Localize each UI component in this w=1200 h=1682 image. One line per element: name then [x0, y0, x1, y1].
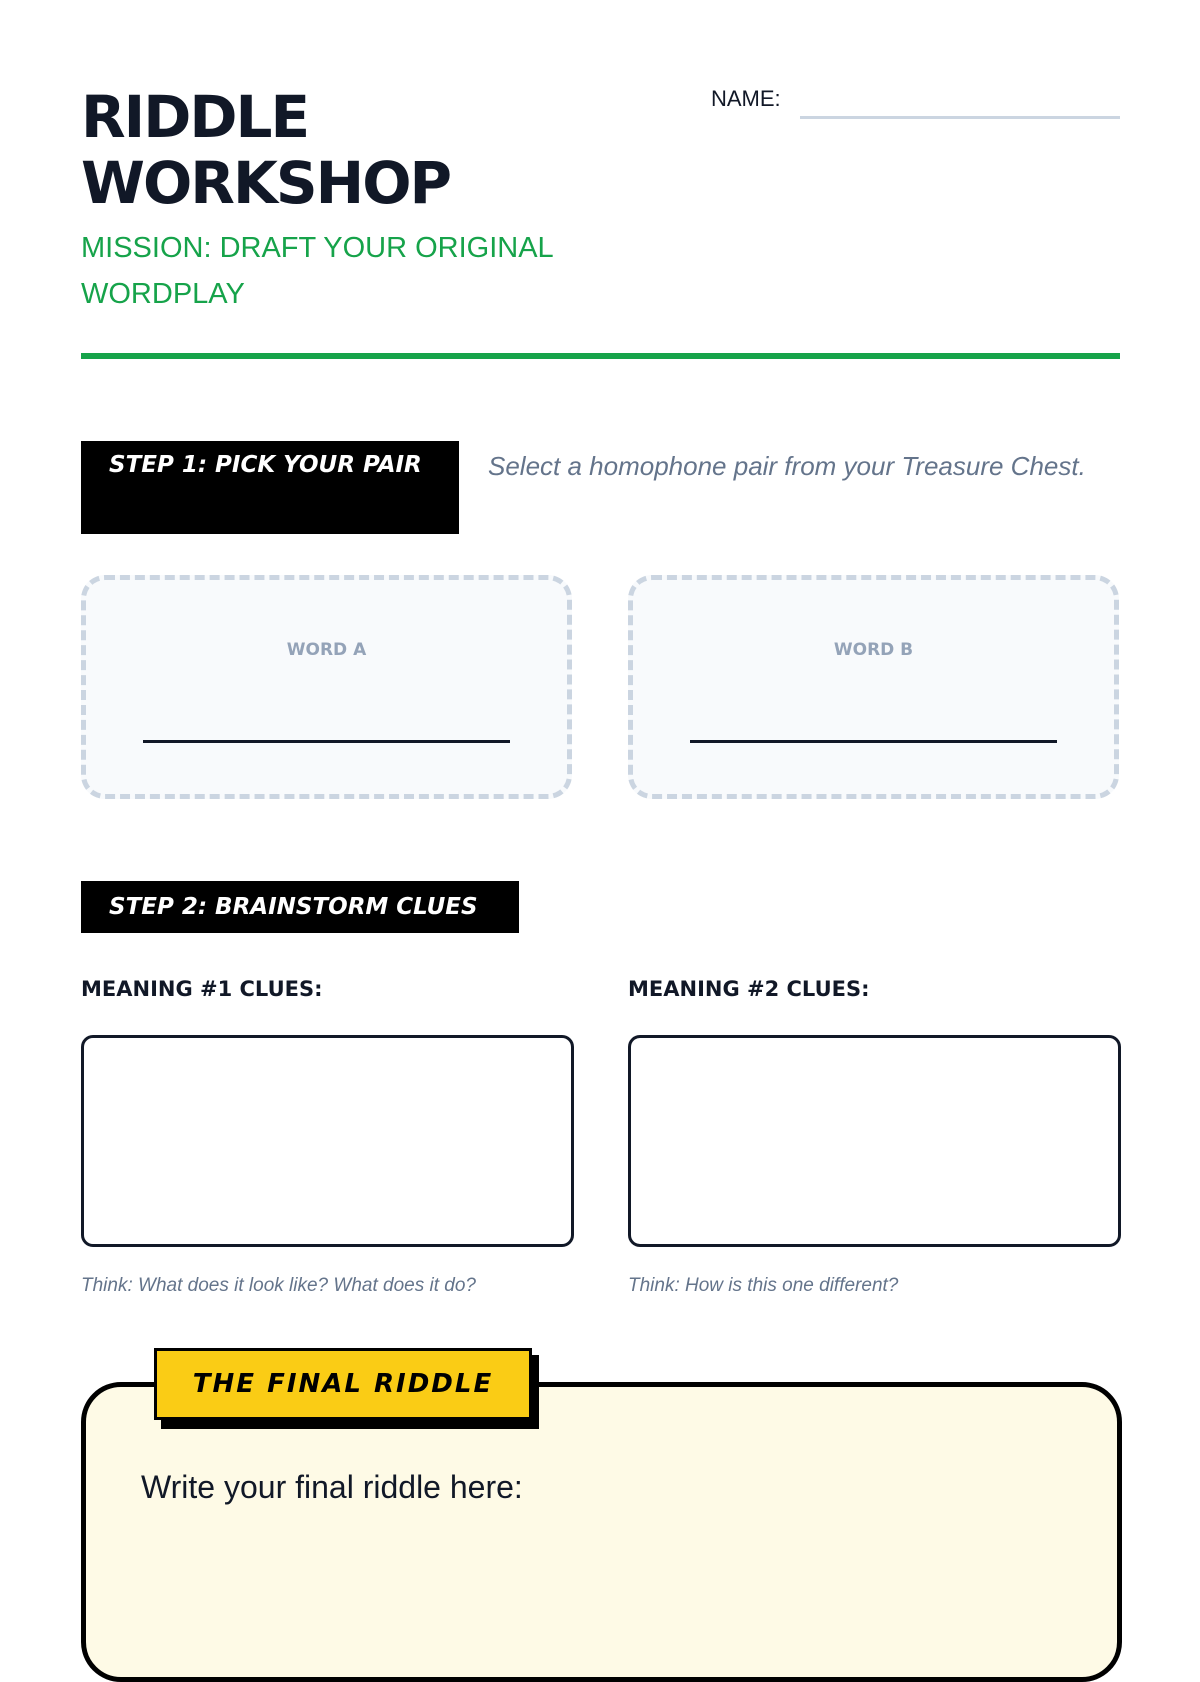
page-title	[81, 84, 641, 216]
meaning1-label: MEANING #1 CLUES:	[81, 977, 323, 1001]
step1-description: Select a homophone pair from your Treasure Chest.	[488, 451, 1086, 481]
meaning2-clue-box[interactable]	[628, 1035, 1121, 1247]
name-label: NAME:	[711, 86, 781, 111]
word-b-input-line[interactable]	[690, 740, 1057, 743]
title-line-2: WORKSHOP	[81, 149, 451, 217]
mission-subtitle: MISSION: DRAFT YOUR ORIGINAL WORDPLAY	[81, 232, 553, 310]
final-riddle-badge: THE FINAL RIDDLE	[154, 1348, 532, 1420]
name-input-line[interactable]	[800, 116, 1120, 119]
meaning2-label: MEANING #2 CLUES:	[628, 977, 870, 1001]
meaning2-hint: Think: How is this one different?	[628, 1275, 899, 1296]
word-a-input-line[interactable]	[143, 740, 510, 743]
word-a-label: WORD A	[286, 640, 367, 660]
meaning1-hint: Think: What does it look like? What does it do?	[81, 1275, 476, 1296]
header-divider	[81, 353, 1120, 359]
word-a-card	[81, 575, 572, 799]
meaning1-clue-box[interactable]	[81, 1035, 574, 1247]
word-b-card	[628, 575, 1119, 799]
step2-badge: STEP 2: BRAINSTORM CLUES	[81, 881, 519, 933]
title-line-1: RIDDLE	[81, 83, 309, 151]
final-riddle-prompt: Write your final riddle here:	[141, 1469, 523, 1505]
step1-badge: STEP 1: PICK YOUR PAIR	[81, 441, 459, 534]
word-b-label: WORD B	[833, 640, 914, 660]
